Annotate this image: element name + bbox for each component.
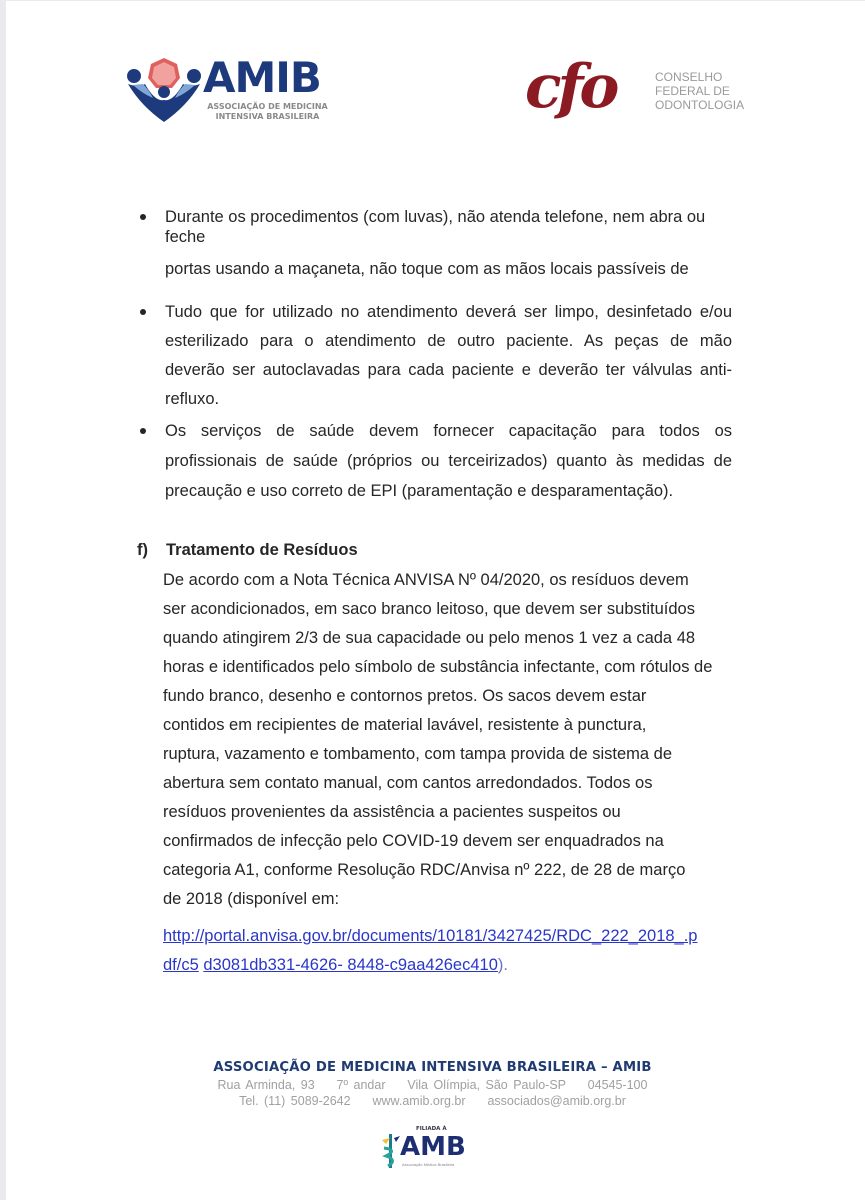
caduceus-icon [380, 1132, 402, 1170]
cfo-line1: CONSELHO [655, 70, 723, 84]
bullet-3-line-1: Os serviços de saúde devem fornecer capacitação para todos os [165, 422, 732, 440]
amib-logo [125, 54, 335, 126]
bullet-1-line-3: portas usando a maçaneta, não toque com as mãos locais passíveis de [165, 260, 689, 278]
page-edge-top [6, 0, 865, 1]
cfo-logo [525, 52, 765, 132]
section-f-line-7: ruptura, vazamento e tombamento, com tampa provida de sistema de [163, 745, 673, 763]
amb-logo [380, 1126, 490, 1172]
link-line-1 [163, 926, 698, 946]
cfo-wordmark: cfo [525, 52, 616, 122]
bullet-2-line-2: esterilizado para o atendimento de outro paciente. As peças de mão [165, 332, 732, 350]
amib-wordmark: AMIB [203, 53, 321, 102]
bullet-3-line-2: profissionais de saúde (próprios ou terceirizados) quanto às medidas de [165, 452, 732, 470]
amb-wordmark: AMB [400, 1132, 466, 1162]
bullet-2-line-4: refluxo. [165, 390, 220, 408]
cfo-line2: FEDERAL DE [655, 84, 730, 98]
cfo-line3: ODONTOLOGIA [655, 98, 745, 112]
section-f-line-6: contidos em recipientes de material lavável, resistente à punctura, [163, 716, 647, 734]
page-edge [0, 0, 6, 1200]
bullet-1-line-1: Durante os procedimentos (com luvas), não atenda telefone, nem abra ou [165, 208, 706, 226]
section-marker: f) [137, 541, 148, 559]
bullet-3-line-3: precaução e uso correto de EPI (paramentação e desparamentação). [165, 482, 674, 500]
section-f-line-8: abertura sem contato manual, com cantos arredondados. Todos os [163, 774, 653, 792]
section-f-line-4: horas e identificados pelo símbolo de substância infectante, com rótulos de [163, 658, 713, 676]
link-close-paren: ). [497, 956, 508, 974]
bullet-icon [140, 428, 146, 434]
section-title: Tratamento de Resíduos [166, 541, 358, 559]
amib-subtitle [205, 102, 330, 122]
section-f-line-10: confirmados de infecção pelo COVID-19 devem ser enquadrados na [163, 832, 664, 850]
section-f-line-2: ser acondicionados, em saco branco leitoso, que devem ser substituídos [163, 600, 695, 618]
bullet-icon [140, 309, 146, 315]
bullet-1-line-2: feche [165, 228, 206, 246]
amib-subtitle-line2: INTENSIVA BRASILEIRA [215, 112, 320, 121]
section-f-line-12: de 2018 (disponível em: [163, 890, 340, 908]
section-f-line-9: resíduos provenientes da assistência a pacientes suspeitos ou [163, 803, 621, 821]
amb-subtitle: Associação Médica Brasileira [402, 1162, 455, 1167]
anvisa-link-part-2[interactable]: df/c5 [163, 956, 199, 974]
footer-title: ASSOCIAÇÃO DE MEDICINA INTENSIVA BRASILEIRA – AMIB [213, 1060, 652, 1075]
footer-contact: Tel. (11) 5089-2642 www.amib.org.br associados@amib.org.br [239, 1094, 626, 1108]
section-f-line-3: quando atingirem 2/3 de sua capacidade ou pelo menos 1 vez a cada 48 [163, 629, 696, 647]
footer-address: Rua Arminda, 93 7º andar Vila Olímpia, São Paulo-SP 04545-100 [217, 1078, 648, 1092]
amib-emblem-icon [125, 54, 203, 126]
amib-subtitle-line1: ASSOCIAÇÃO DE MEDICINA [207, 102, 328, 111]
section-f-line-1: De acordo com a Nota Técnica ANVISA Nº 04/2020, os resíduos devem [163, 571, 689, 589]
cfo-subtitle [655, 70, 744, 112]
bullet-2-line-3: deverão ser autoclavadas para cada paciente e deverão ter válvulas anti- [165, 361, 732, 379]
section-f-line-11: categoria A1, conforme Resolução RDC/Anvisa nº 222, de 28 de março [163, 861, 686, 879]
section-f-line-5: fundo branco, desenho e contornos pretos. Os sacos devem estar [163, 687, 647, 705]
bullet-icon [140, 214, 146, 220]
anvisa-link-part-1[interactable]: http://portal.anvisa.gov.br/documents/10181/3427425/RDC_222_2018_.p [163, 927, 698, 945]
link-line-2 [163, 955, 508, 975]
bullet-2-line-1: Tudo que for utilizado no atendimento deverá ser limpo, desinfetado e/ou [165, 303, 732, 321]
amb-filiada-label: FILIADA À [416, 1126, 447, 1132]
anvisa-link-part-3[interactable]: d3081db331-4626- 8448-c9aa426ec410 [203, 956, 498, 974]
